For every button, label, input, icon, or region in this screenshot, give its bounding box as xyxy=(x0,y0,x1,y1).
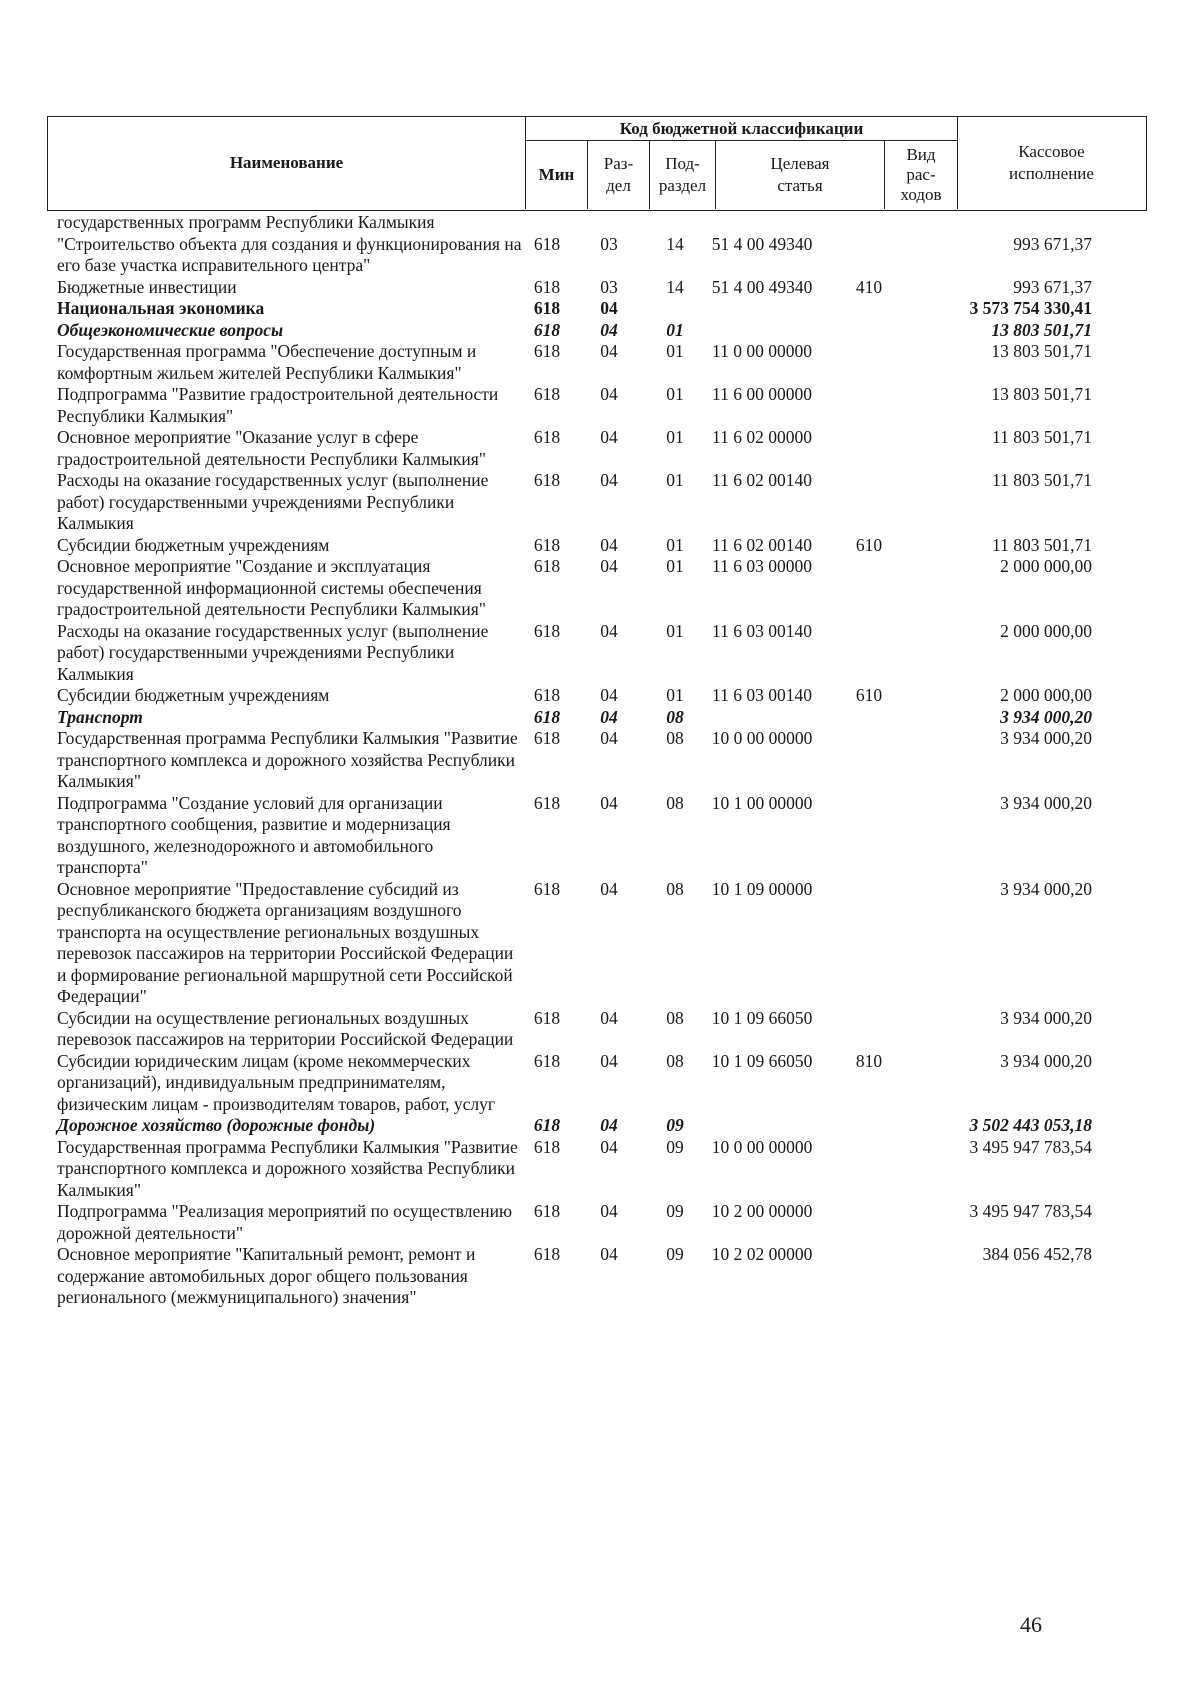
row-celevaya: 10 2 02 00000 xyxy=(711,1244,813,1264)
row-podrazdel: 01 xyxy=(666,620,684,641)
row-sum: 3 934 000,20 xyxy=(1000,878,1092,899)
row-podrazdel: 08 xyxy=(666,706,684,727)
row-min: 618 xyxy=(533,233,561,254)
row-podrazdel: 01 xyxy=(666,556,684,576)
row-celevaya: 10 1 09 66050 xyxy=(711,1050,813,1071)
row-podrazdel: 08 xyxy=(666,792,684,813)
table-row xyxy=(57,320,1147,342)
row-sum: 3 573 754 330,41 xyxy=(969,298,1092,318)
row-razdel: 04 xyxy=(600,534,618,555)
row-name: Субсидии бюджетным учреждениям xyxy=(57,534,330,555)
row-podrazdel: 14 xyxy=(666,233,684,254)
row-razdel: 04 xyxy=(600,427,618,447)
row-celevaya: 11 6 02 00000 xyxy=(712,427,812,447)
row-razdel: 04 xyxy=(600,728,618,748)
row-celevaya: 10 1 00 00000 xyxy=(711,792,813,813)
row-sum: 13 803 501,71 xyxy=(991,319,1092,340)
row-sum: 993 671,37 xyxy=(1013,233,1092,254)
row-vid: 410 xyxy=(855,276,883,297)
row-min: 618 xyxy=(533,706,561,727)
row-min: 618 xyxy=(533,341,561,361)
row-razdel: 04 xyxy=(600,1201,618,1221)
row-podrazdel: 01 xyxy=(666,427,684,447)
row-name: Государственная программа Республики Калмыкия "Развитие транспортного комплекса и дорожного хозяйства Республики Калмыкия" xyxy=(57,1136,518,1200)
row-min: 618 xyxy=(533,276,561,297)
header-kbk: Код бюджетной классификации xyxy=(525,117,957,141)
table-row xyxy=(57,556,1147,621)
row-celevaya: 11 6 03 00140 xyxy=(712,685,812,705)
header-kassovoe: Кассовое исполнение xyxy=(957,117,1145,209)
row-razdel: 04 xyxy=(600,298,618,318)
row-name: Основное мероприятие "Создание и эксплуатация государственной информационной системы обеспечения градостроительной деятельности Республики Калмыкия" xyxy=(57,556,486,619)
row-sum: 3 934 000,20 xyxy=(1000,728,1092,748)
row-sum: 3 495 947 783,54 xyxy=(969,1201,1092,1221)
table-row xyxy=(57,621,1147,686)
header-min: Мин xyxy=(525,141,587,209)
table-row xyxy=(57,1201,1147,1244)
row-razdel: 04 xyxy=(600,1244,618,1264)
row-name: Транспорт xyxy=(57,706,143,727)
table-body xyxy=(57,212,1147,1309)
row-razdel: 04 xyxy=(600,685,618,705)
table-row xyxy=(57,707,1147,729)
row-name: Дорожное хозяйство (дорожные фонды) xyxy=(57,1115,376,1135)
row-celevaya: 11 6 02 00140 xyxy=(712,534,812,555)
page-number: 46 xyxy=(1020,1612,1042,1637)
row-min: 618 xyxy=(533,556,561,576)
row-sum: 11 803 501,71 xyxy=(992,470,1092,490)
row-sum: 3 934 000,20 xyxy=(1000,1007,1092,1028)
row-celevaya: 10 1 09 00000 xyxy=(711,878,813,899)
row-celevaya: 10 0 00 00000 xyxy=(711,1136,813,1157)
table-row xyxy=(57,298,1147,320)
row-podrazdel: 01 xyxy=(666,341,684,361)
row-name: Основное мероприятие "Капитальный ремонт, ремонт и содержание автомобильных дорог общего пользования регионального (межмуниципального) значения" xyxy=(57,1244,476,1307)
row-name: Национальная экономика xyxy=(57,298,265,318)
row-sum: 3 934 000,20 xyxy=(1000,1050,1092,1071)
row-sum: 3 495 947 783,54 xyxy=(969,1136,1092,1157)
row-min: 618 xyxy=(533,470,561,490)
row-name: Субсидии бюджетным учреждениям xyxy=(57,685,330,705)
table-row xyxy=(57,685,1147,707)
row-podrazdel: 01 xyxy=(666,470,684,490)
row-name: Субсидии на осуществление региональных воздушных перевозок пассажиров на территории Российской Федерации xyxy=(57,1007,514,1049)
table-row xyxy=(57,1008,1147,1051)
row-min: 618 xyxy=(533,298,561,318)
row-name: государственных программ Республики Калмыкия "Строительство объекта для создания и функционирования на его базе участка исправительного центра" xyxy=(57,212,522,275)
table-row xyxy=(57,1137,1147,1202)
row-min: 618 xyxy=(533,1007,561,1028)
row-razdel: 04 xyxy=(600,470,618,490)
row-name: Субсидии юридическим лицам (кроме некоммерческих организаций), индивидуальным предпринимателям, физическим лицам - производителям товаров, работ, услуг xyxy=(57,1050,496,1114)
header-razdel: Раз- дел xyxy=(587,141,649,209)
row-razdel: 04 xyxy=(600,319,618,340)
row-razdel: 04 xyxy=(600,1007,618,1028)
row-sum: 11 803 501,71 xyxy=(992,534,1092,555)
header-podrazdel: Под- раздел xyxy=(649,141,715,209)
row-podrazdel: 08 xyxy=(666,878,684,899)
row-sum: 993 671,37 xyxy=(1013,276,1092,297)
table-row xyxy=(57,212,1147,277)
row-min: 618 xyxy=(533,319,561,340)
row-min: 618 xyxy=(533,534,561,555)
row-podrazdel: 08 xyxy=(666,728,684,748)
row-celevaya: 51 4 00 49340 xyxy=(711,233,813,254)
row-celevaya: 11 6 03 00000 xyxy=(712,556,812,576)
row-celevaya: 11 6 02 00140 xyxy=(712,470,812,490)
row-razdel: 04 xyxy=(600,1050,618,1071)
row-min: 618 xyxy=(533,620,561,641)
row-sum: 11 803 501,71 xyxy=(992,427,1092,447)
row-sum: 3 502 443 053,18 xyxy=(969,1115,1092,1135)
row-sum: 2 000 000,00 xyxy=(1000,556,1092,576)
table-row xyxy=(57,879,1147,1008)
row-sum: 384 056 452,78 xyxy=(982,1244,1092,1264)
row-min: 618 xyxy=(533,427,561,447)
row-podrazdel: 08 xyxy=(666,1050,684,1071)
row-podrazdel: 01 xyxy=(666,319,684,340)
header-name: Наименование xyxy=(229,153,344,172)
row-podrazdel: 01 xyxy=(666,685,684,705)
row-sum: 3 934 000,20 xyxy=(1000,792,1092,813)
row-min: 618 xyxy=(533,728,561,748)
row-min: 618 xyxy=(533,792,561,813)
row-min: 618 xyxy=(533,384,561,404)
row-celevaya: 10 1 09 66050 xyxy=(711,1007,813,1028)
row-name: Расходы на оказание государственных услуг (выполнение работ) государственными учреждениями Республики Калмыкия xyxy=(57,470,489,533)
row-razdel: 04 xyxy=(600,384,618,404)
row-sum: 13 803 501,71 xyxy=(991,341,1092,361)
row-min: 618 xyxy=(533,1115,561,1135)
row-celevaya: 51 4 00 49340 xyxy=(711,276,813,297)
row-min: 618 xyxy=(533,1050,561,1071)
row-name: Государственная программа Республики Калмыкия "Развитие транспортного комплекса и дорожного хозяйства Республики Калмыкия" xyxy=(57,728,518,791)
row-min: 618 xyxy=(533,878,561,899)
row-name: Общеэкономические вопросы xyxy=(57,319,284,340)
table-row xyxy=(57,1244,1147,1309)
row-name: Государственная программа "Обеспечение доступным и комфортным жильем жителей Республики Калмыкия" xyxy=(57,341,477,383)
table-row xyxy=(57,427,1147,470)
row-min: 618 xyxy=(533,1201,561,1221)
row-podrazdel: 09 xyxy=(666,1115,684,1135)
row-razdel: 04 xyxy=(600,341,618,361)
row-celevaya: 11 6 00 00000 xyxy=(712,384,812,404)
row-razdel: 03 xyxy=(600,233,618,254)
row-min: 618 xyxy=(533,1136,561,1157)
row-celevaya: 10 2 00 00000 xyxy=(711,1201,813,1221)
table-row xyxy=(57,277,1147,299)
table-row xyxy=(57,470,1147,535)
row-podrazdel: 09 xyxy=(666,1244,684,1264)
row-celevaya: 10 0 00 00000 xyxy=(711,728,813,748)
table-header xyxy=(47,116,1147,211)
table-row xyxy=(57,728,1147,793)
row-podrazdel: 08 xyxy=(666,1007,684,1028)
header-vid: Вид рас- ходов xyxy=(884,141,957,209)
row-vid: 610 xyxy=(855,685,883,705)
row-vid: 610 xyxy=(855,534,883,555)
row-razdel: 04 xyxy=(600,556,618,576)
row-podrazdel: 01 xyxy=(666,384,684,404)
row-sum: 2 000 000,00 xyxy=(1000,620,1092,641)
row-podrazdel: 01 xyxy=(666,534,684,555)
row-razdel: 04 xyxy=(600,620,618,641)
row-razdel: 04 xyxy=(600,706,618,727)
row-vid: 810 xyxy=(855,1050,883,1071)
row-podrazdel: 09 xyxy=(666,1201,684,1221)
header-celevaya: Целевая статья xyxy=(715,141,884,209)
row-sum: 3 934 000,20 xyxy=(1000,706,1092,727)
row-name: Основное мероприятие "Оказание услуг в сфере градостроительной деятельности Республики Калмыкия" xyxy=(57,427,486,469)
table-row xyxy=(57,384,1147,427)
row-sum: 2 000 000,00 xyxy=(1000,685,1092,705)
row-celevaya: 11 0 00 00000 xyxy=(712,341,812,361)
row-name: Бюджетные инвестиции xyxy=(57,276,237,297)
row-celevaya: 11 6 03 00140 xyxy=(712,620,812,641)
row-min: 618 xyxy=(533,1244,561,1264)
row-razdel: 04 xyxy=(600,1136,618,1157)
row-razdel: 04 xyxy=(600,1115,618,1135)
row-name: Основное мероприятие "Предоставление субсидий из республиканского бюджета организациям воздушного транспорта на осуществление региональных воздушных перевозок пассажиров на территории Российской Федерации и формирование региональной маршрутной сети Российской Федерации" xyxy=(57,878,514,1006)
row-name: Подпрограмма "Создание условий для организации транспортного сообщения, развитие и модернизация воздушного, железнодорожного и автомобильного транспорта" xyxy=(57,792,451,877)
row-sum: 13 803 501,71 xyxy=(991,384,1092,404)
row-razdel: 04 xyxy=(600,792,618,813)
table-row xyxy=(57,341,1147,384)
table-row xyxy=(57,1051,1147,1116)
table-row xyxy=(57,1115,1147,1137)
table-row xyxy=(57,793,1147,879)
row-podrazdel: 09 xyxy=(666,1136,684,1157)
row-name: Расходы на оказание государственных услуг (выполнение работ) государственными учреждениями Республики Калмыкия xyxy=(57,620,489,684)
row-razdel: 03 xyxy=(600,276,618,297)
table-row xyxy=(57,535,1147,557)
row-min: 618 xyxy=(533,685,561,705)
row-name: Подпрограмма "Развитие градостроительной деятельности Республики Калмыкия" xyxy=(57,384,499,426)
row-podrazdel: 14 xyxy=(666,276,684,297)
row-razdel: 04 xyxy=(600,878,618,899)
row-name: Подпрограмма "Реализация мероприятий по осуществлению дорожной деятельности" xyxy=(57,1201,513,1243)
